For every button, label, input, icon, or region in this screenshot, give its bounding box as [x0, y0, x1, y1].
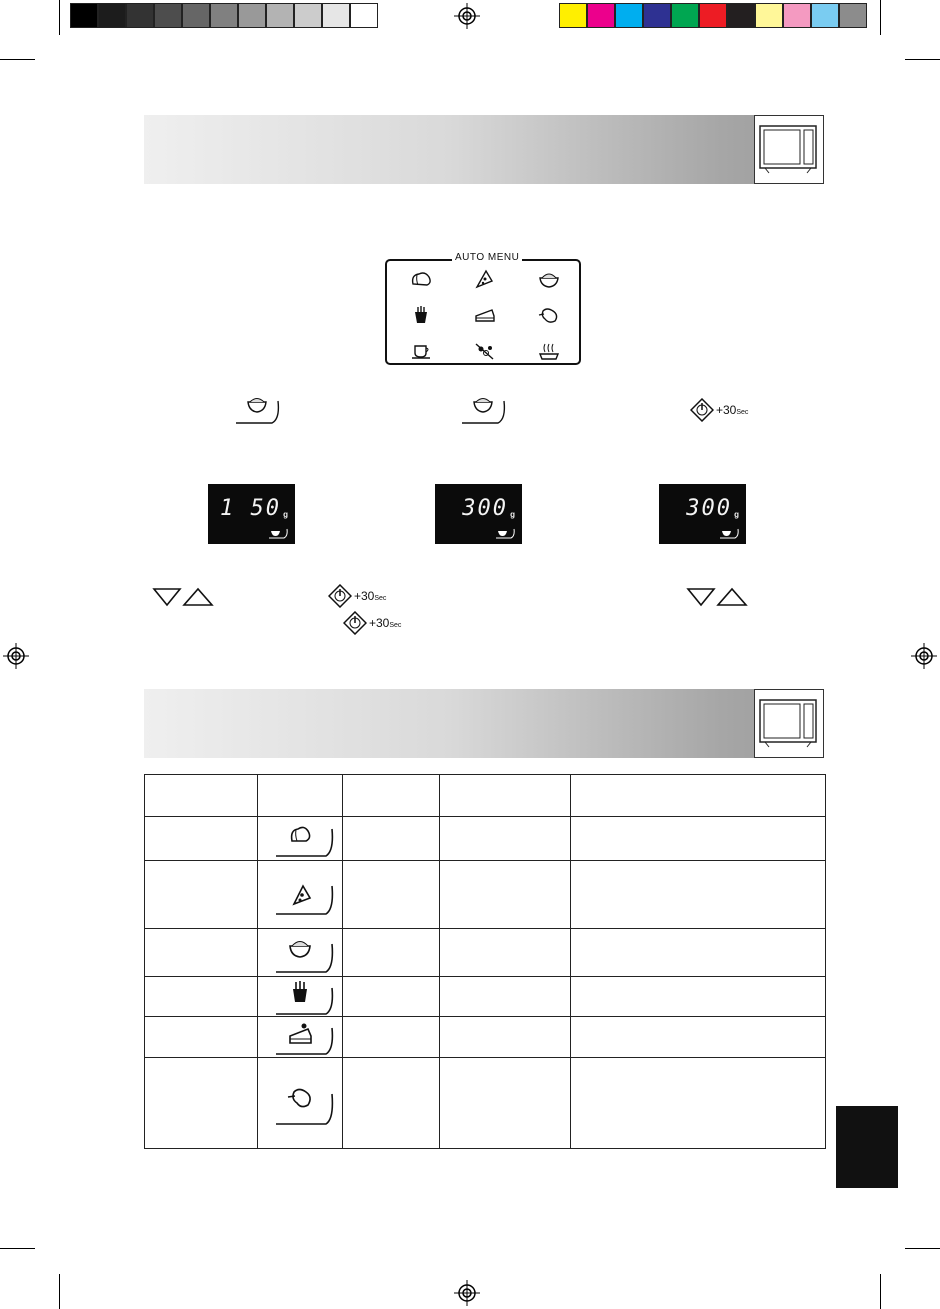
microwave-icon	[754, 689, 824, 758]
table-row	[145, 977, 826, 1017]
crop-mark	[59, 1274, 60, 1309]
color-swatch	[811, 3, 839, 28]
color-swatch	[126, 3, 154, 28]
color-swatch	[587, 3, 615, 28]
bread-icon	[266, 819, 334, 859]
start-plus-label: +30	[716, 403, 737, 417]
rice-key-icon	[462, 397, 508, 425]
display-digits: 300	[462, 496, 508, 521]
registration-mark-icon	[3, 643, 29, 669]
registration-mark-icon	[911, 643, 937, 669]
fries-icon	[409, 305, 433, 325]
led-display	[659, 484, 746, 544]
cup-icon	[409, 341, 433, 361]
cake-icon	[473, 305, 497, 325]
color-swatch	[322, 3, 350, 28]
led-display	[208, 484, 295, 544]
chicken-icon	[266, 1080, 334, 1126]
registration-mark-icon	[454, 3, 480, 29]
rice-bowl-icon	[266, 932, 334, 974]
rice-indicator-icon	[496, 527, 516, 539]
rice-key-icon	[236, 397, 282, 425]
table-row	[145, 1017, 826, 1058]
color-swatch	[70, 3, 98, 28]
table-row	[145, 1058, 826, 1149]
table-row	[145, 929, 826, 977]
crop-mark	[880, 0, 881, 35]
color-swatch	[783, 3, 811, 28]
color-swatch	[755, 3, 783, 28]
crop-mark	[905, 59, 940, 60]
rice-bowl-icon	[537, 269, 561, 289]
color-swatch	[350, 3, 378, 28]
panel-title: AUTO MENU	[452, 252, 522, 263]
cake-icon	[266, 1018, 334, 1056]
table-row	[145, 817, 826, 861]
chapter-tab	[836, 1106, 898, 1188]
crop-mark	[880, 1274, 881, 1309]
start-button-label	[343, 611, 401, 635]
pizza-icon	[266, 874, 334, 916]
start-button-label	[690, 398, 748, 422]
crop-mark	[0, 59, 35, 60]
pizza-icon	[473, 269, 497, 289]
display-digits: 300	[686, 496, 732, 521]
display-unit: g	[734, 510, 739, 519]
color-swatch	[294, 3, 322, 28]
color-swatch	[727, 3, 755, 28]
display-unit: g	[283, 510, 288, 519]
color-swatch	[98, 3, 126, 28]
color-swatch	[238, 3, 266, 28]
start-button-label	[328, 584, 386, 608]
color-swatch	[266, 3, 294, 28]
crop-mark	[905, 1248, 940, 1249]
start-icon	[328, 584, 352, 608]
auto-menu-panel	[385, 252, 581, 365]
color-swatch	[559, 3, 587, 28]
display-digits: 1 50	[220, 496, 281, 521]
registration-mark-icon	[454, 1280, 480, 1306]
fries-icon	[266, 978, 334, 1016]
crop-mark	[59, 0, 60, 35]
color-swatch	[839, 3, 867, 28]
color-swatch	[643, 3, 671, 28]
kebab-icon	[473, 341, 497, 361]
crop-mark	[0, 1248, 35, 1249]
auto-menu-table	[144, 774, 826, 1149]
start-icon	[343, 611, 367, 635]
table-row	[145, 861, 826, 929]
down-up-arrows-icon	[152, 587, 214, 607]
bread-icon	[409, 269, 433, 289]
color-swatch	[154, 3, 182, 28]
display-unit: g	[510, 510, 515, 519]
start-plus-label: +30	[369, 616, 390, 630]
start-unit-label: Sec	[374, 595, 387, 602]
microwave-icon	[754, 115, 824, 184]
table-header-row	[145, 775, 826, 817]
section-header-band	[144, 115, 824, 184]
start-icon	[690, 398, 714, 422]
color-swatch	[615, 3, 643, 28]
color-swatch	[671, 3, 699, 28]
color-swatch	[182, 3, 210, 28]
color-swatch	[699, 3, 727, 28]
rice-indicator-icon	[269, 527, 289, 539]
rice-indicator-icon	[720, 527, 740, 539]
chicken-icon	[537, 305, 561, 325]
start-unit-label: Sec	[389, 622, 402, 629]
down-up-arrows-icon	[686, 587, 748, 607]
start-plus-label: +30	[354, 589, 375, 603]
section-header-band	[144, 689, 824, 758]
led-display	[435, 484, 522, 544]
color-swatch	[210, 3, 238, 28]
steam-icon	[537, 341, 561, 361]
start-unit-label: Sec	[736, 409, 749, 416]
